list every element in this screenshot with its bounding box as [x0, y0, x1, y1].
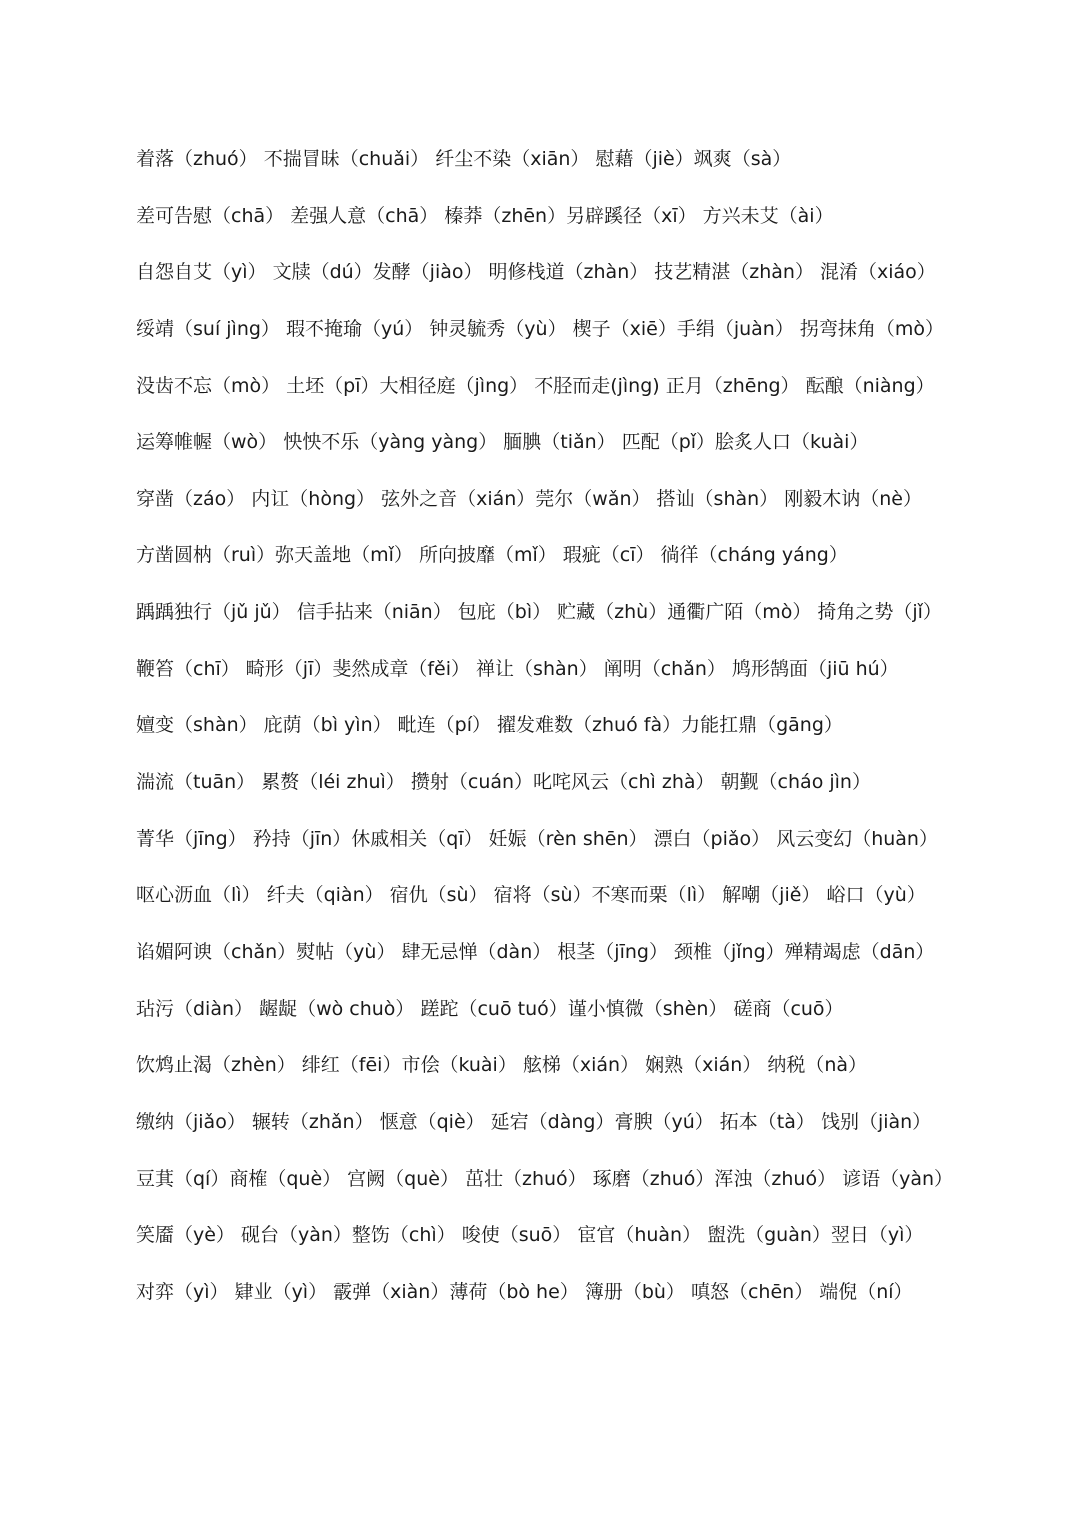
- text-line-1: 着落（zhuó） 不揣冒昧（chuǎi） 纤尘不染（xiān） 慰藉（jiè）飒爽（sà）: [136, 148, 792, 170]
- text-line-20: 笑靥（yè） 砚台（yàn）整饬（chì） 唆使（suō） 宦官（huàn） 盥洗（guàn）翌日（yì）: [136, 1224, 924, 1247]
- text-line-4: 绥靖（suí jìng） 瑕不掩瑜（yú） 钟灵毓秀（yù） 楔子（xiē）手绢（juàn） 拐弯抹角（mò）: [136, 317, 945, 340]
- text-line-21: 对弈（yì） 肄业（yì） 霰弹（xiàn）薄荷（bò he） 簿册（bù） 嗔怒（chēn） 端倪（ní）: [136, 1280, 913, 1303]
- text-line-5: 没齿不忘（mò） 土坯（pī）大相径庭（jìng） 不胫而走(jìng) 正月（zhēng） 酝酿（niàng）: [136, 374, 935, 397]
- text-line-11: 嬗变（shàn） 庇荫（bì yìn） 毗连（pí） 擢发难数（zhuó fà）力能扛鼎（gāng）: [136, 714, 843, 737]
- text-line-7: 穿凿（záo） 内讧（hòng） 弦外之音（xián）莞尔（wǎn） 搭讪（shàn） 刚毅木讷（nè）: [136, 487, 922, 510]
- text-line-9: 踽踽独行（jǔ jǔ） 信手拈来（niān） 包庇（bì） 贮藏（zhù）通衢广陌（mò） 掎角之势（jǐ）: [136, 601, 942, 624]
- text-line-12: 湍流（tuān） 累赘（léi zhuì） 攒射（cuán）叱咤风云（chì zhà） 朝觐（cháo jìn）: [136, 771, 871, 794]
- text-line-19: 豆萁（qí）商榷（què） 宫阙（què） 茁壮（zhuó） 琢磨（zhuó）浑浊（zhuó） 谚语（yàn）: [136, 1167, 954, 1190]
- text-line-6: 运筹帷幄（wò） 怏怏不乐（yàng yàng） 腼腆（tiǎn） 匹配（pǐ）脍炙人口（kuài）: [136, 431, 869, 454]
- text-line-16: 玷污（diàn） 龌龊（wò chuò） 蹉跎（cuō tuó）谨小慎微（shèn） 磋商（cuō）: [136, 997, 844, 1020]
- text-line-3: 自怨自艾（yì） 文牍（dú）发酵（jiào） 明修栈道（zhàn） 技艺精湛（zhàn） 混淆（xiáo）: [136, 261, 936, 284]
- text-body: [136, 138, 996, 1327]
- text-line-13: 菁华（jīng） 矜持（jīn）休戚相关（qī） 妊娠（rèn shēn） 漂白（piǎo） 风云变幻（huàn）: [136, 827, 938, 850]
- text-line-2: 差可告慰（chā） 差强人意（chā） 榛莽（zhēn）另辟蹊径（xī） 方兴未艾（ài）: [136, 204, 834, 227]
- text-line-15: 谄媚阿谀（chǎn）熨帖（yù） 肆无忌惮（dàn） 根茎（jīng） 颈椎（jǐng）殚精竭虑（dān）: [136, 940, 935, 963]
- text-line-10: 鞭笞（chī） 畸形（jī）斐然成章（fěi） 禅让（shàn） 阐明（chǎn） 鸠形鹄面（jiū hú）: [136, 657, 899, 680]
- text-line-8: 方凿圆枘（ruì）弥天盖地（mǐ） 所向披靡（mǐ） 瑕疵（cī） 徜徉（cháng yáng）: [136, 544, 848, 567]
- text-line-18: 缴纳（jiǎo） 辗转（zhǎn） 惬意（qiè） 延宕（dàng）膏腴（yú） 拓本（tà） 饯别（jiàn）: [136, 1110, 932, 1133]
- text-line-14: 呕心沥血（lì） 纤夫（qiàn） 宿仇（sù） 宿将（sù）不寒而栗（lì） 解嘲（jiě） 峪口（yù）: [136, 884, 926, 907]
- text-line-17: 饮鸩止渴（zhèn） 绯红（fēi）市侩（kuài） 舷梯（xián） 娴熟（xián） 纳税（nà）: [136, 1054, 868, 1077]
